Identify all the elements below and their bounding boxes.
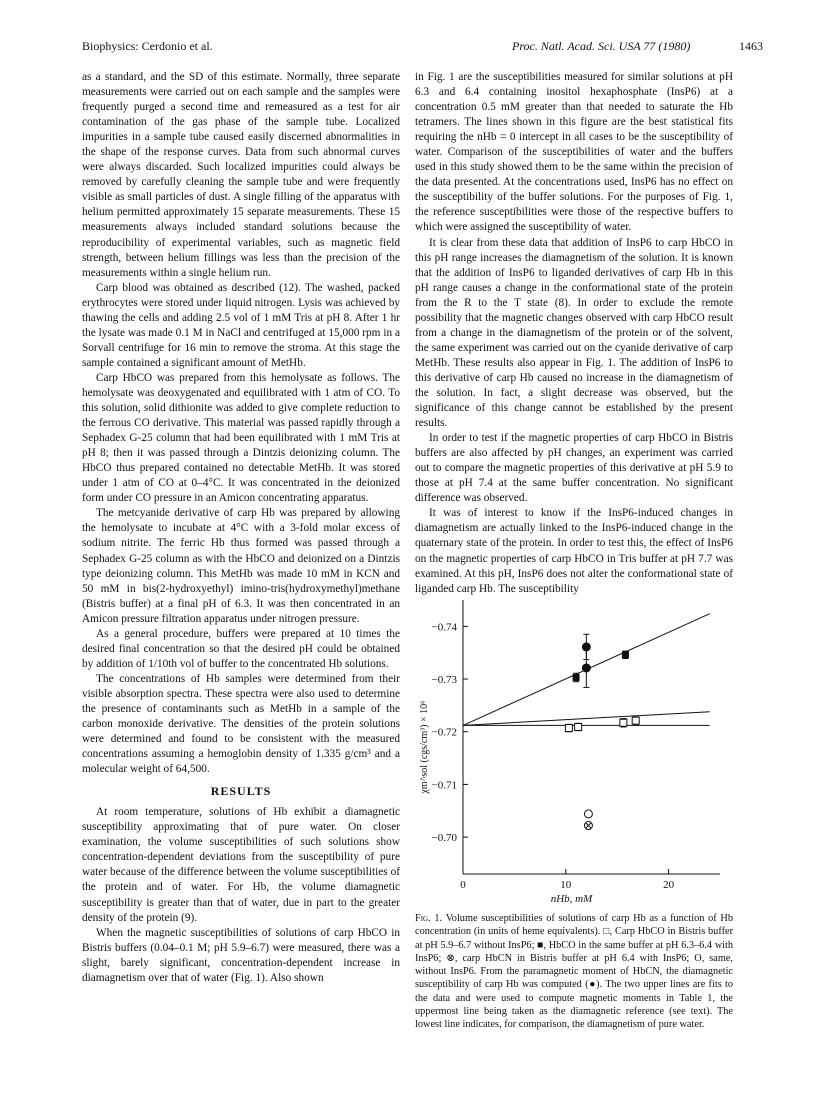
journal-citation: Proc. Natl. Acad. Sci. USA 77 (1980) xyxy=(512,39,691,53)
data-point-open-square xyxy=(632,717,639,724)
y-tick-label: −0.73 xyxy=(431,674,457,687)
caption-label: Fig. 1. xyxy=(415,913,443,924)
right-column xyxy=(415,70,733,597)
y-tick-label: −0.74 xyxy=(431,621,457,634)
caption-text: Volume susceptibilities of solutions of carp Hb as a function of Hb concentration (in units of heme equivalents). □, Carp HbCO in Bistris buffer at pH 5.9–6.7 without InsP6; ■, HbCO in the same buffer at pH 6.3–6.4 with InsP6; ⊗, carp HbCN in Bistris buffer at pH 6.4 with InsP6; O, same, without InsP6. From the paramagnetic moment of HbCN, the diamagnetic susceptibility of carp Hb was computed (●). The two upper lines are fits to the data and were used to compute magnetic moments in Table 1, the uppermost line being taken as the diamagnetic reference (see text). The lowest line indicates, for comparison, the diamagnetism of pure water. xyxy=(415,913,734,1031)
section-heading: RESULTS xyxy=(210,784,272,799)
x-axis-label: nHb, mM xyxy=(550,893,593,905)
data-point-open-square xyxy=(620,719,627,726)
data-point-filled-square xyxy=(573,674,580,681)
paragraph: It was of interest to know if the InsP6-induced changes in diamagnetism are actually linked to the InsP6-induced change in the quaternary state of the protein. In order to test this, the effect of InsP6 on the magnetic properties of carp HbCO in Tris buffer at pH 7.7 was examined. At this pH, InsP6 does not alter the conformational state of liganded carp Hb. The susceptibility xyxy=(415,507,733,595)
data-point-filled-circle xyxy=(582,663,591,672)
paragraph: As a general procedure, buffers were prepared at 10 times the desired final concentration so that the desired pH could be obtained by addition of 1/10th vol of buffer to the concentrated Hb solutions. xyxy=(82,627,400,670)
left-column xyxy=(82,70,400,986)
data-point-open-square xyxy=(575,723,582,730)
figure-caption xyxy=(415,912,733,1032)
paragraph: Carp HbCO was prepared from this hemolysate as follows. The hemolysate was deoxygenated and equilibrated with 1 atm of CO. To this solution, solid dithionite was added to give complete reduction to the ferrous CO derivative. This material was passed rapidly through a Sephadex G-25 column that had been equilibrated with 1 mM Tris at pH 8; then it was passed through a Dintzis deionizing column. The HbCO thus prepared contained no detectable MetHb. It was stored under 1 atm of CO at 0–4°C. It was concentrated in the deionized form under CO pressure in an Amicon concentrating apparatus. xyxy=(82,371,400,505)
y-tick-label: −0.70 xyxy=(431,832,457,845)
paragraph: as a standard, and the SD of this estimate. Normally, three separate measurements were carried out on each sample and the samples were frequently purged a second time and remeasured as a test for air contamination of the gas phase of the sample tube. Localized impurities in a sample tube caused easily discerned abnormalities in the shape of the response curves. Data from such abnormal curves were always discarded. Such localized impurities could always be removed by carefully cleaning the sample tube and were frequently visible as small particles of dust. A single filling of the apparatus with helium permitted approximately 15 separate measurements. These 15 measurements always included standard solutions because the reproducibility of experimental variables, such as magnetic field strength, between helium fillings was less than the precision of the measurements within a single helium run. xyxy=(82,71,400,279)
y-tick-label: −0.71 xyxy=(431,779,457,792)
paragraph: When the magnetic susceptibilities of solutions of carp HbCO in Bistris buffers (0.04–0.1 M; pH 5.9–6.7) were measured, there was a slight, barely significant, concentration-dependent increase in diamagnetism over that of water (Fig. 1). Also shown xyxy=(82,926,400,984)
paragraph: In order to test if the magnetic properties of carp HbCO in Bistris buffers are also affected by pH changes, an experiment was carried out to compare the magnetic properties of this derivative at pH 5.9 to those at pH 7.4 at the same buffer concentration. No significant difference was observed. xyxy=(415,432,733,505)
y-tick-label: −0.72 xyxy=(431,726,457,739)
data-point-open-square xyxy=(565,725,572,732)
running-head-left: Biophysics: Cerdonio et al. xyxy=(82,39,213,53)
paragraph: At room temperature, solutions of Hb exhibit a diamagnetic susceptibility approximating that of pure water. On closer examination, the volume susceptibilities of such solutions show concentration-dependent deviations from the susceptibility of pure water because of the difference between the volume susceptibilities of the protein and of water. For Hb, the volume diamagnetic susceptibility is greater than that of water, due in part to the greater density of the protein (9). xyxy=(82,806,400,924)
paragraph: The concentrations of Hb samples were determined from their visible absorption spectra. These spectra were also used to determine the presence of contaminants such as MetHb in a sample of the carbon monoxide derivative. The densities of the protein solutions were determined and found to be consistent with the measured concentrations assuming a hemoglobin density of 1.335 g/cm³ and a molecular weight of 64,500. xyxy=(82,672,400,776)
data-point-filled-square xyxy=(622,651,629,658)
y-axis-label: χm^sol (cgs/cm³) × 10⁶ xyxy=(419,700,430,794)
x-tick-label: 0 xyxy=(460,879,466,891)
figure-1-chart xyxy=(415,588,733,906)
paragraph: The metcyanide derivative of carp Hb was prepared by allowing the hemolysate to incubate at 4°C with a 3-fold molar excess of sodium nitrite. The ferric Hb thus formed was passed through a Sephadex G-25 column as with the HbCO and deionized on a Dintzis type deionizing column. This MetHb was made 10 mM in KCN and 50 mM in bis(2-hydroxyethyl) imino-tris(hydroxymethyl)methane (Bistris buffer) at a final pH of 6.3. It was then concentrated in an Amicon pressure filtration apparatus under nitrogen pressure. xyxy=(82,507,400,625)
page-number: 1463 xyxy=(739,39,763,53)
data-point-open-circle xyxy=(584,810,592,818)
fit-line xyxy=(463,712,710,726)
paragraph: Carp blood was obtained as described (12). The washed, packed erythrocytes were stored under liquid nitrogen. Lysis was achieved by thawing the cells and adding 2.5 vol of 1 mM Tris at pH 8. After 1 hr the lysate was made 0.1 M in NaCl and centrifuged at 15,000 rpm in a Sorvall centrifuge for 16 min to remove the stroma. At this stage the sample contained a significant amount of MetHb. xyxy=(82,281,400,369)
x-tick-label: 10 xyxy=(560,879,572,891)
paragraph: It is clear from these data that addition of InsP6 to carp HbCO in this pH range increases the diamagnetism of the solution. It is known that the addition of InsP6 to liganded derivatives of carp Hb in this pH range causes a change in the conformational state of the protein from the R to the T state (8). In order to exclude the remote possibility that the magnetic changes observed with carp HbCO result from a change in the diamagnetism of the protein or of the solvent, the same experiment was carried out on the cyanide derivative of carp MetHb. These results also appear in Fig. 1. The addition of InsP6 to this derivative of carp Hb caused no increase in the diamagnetism of the solution. In fact, a slight decrease was observed, but the significance of this change cannot be established by the present results. xyxy=(415,236,733,430)
x-tick-label: 20 xyxy=(663,879,675,891)
paragraph: in Fig. 1 are the susceptibilities measured for similar solutions at pH 6.3 and 6.4 containing inositol hexaphosphate (InsP6) at a concentration 0.5 mM greater than that needed to saturate the Hb tetramers. The lines shown in this figure are the best statistical fits requiring the nHb = 0 intercept in all cases to be the susceptibility of water. Comparison of the susceptibilities of water and the buffers used in this study showed them to be the same within the precision of the data presented. At the concentrations used, InsP6 has no effect on the susceptibility of the buffer solutions. For the purposes of Fig. 1, the reference susceptibilities were those of the respective buffers to which were assigned the susceptibility of water. xyxy=(415,71,733,234)
